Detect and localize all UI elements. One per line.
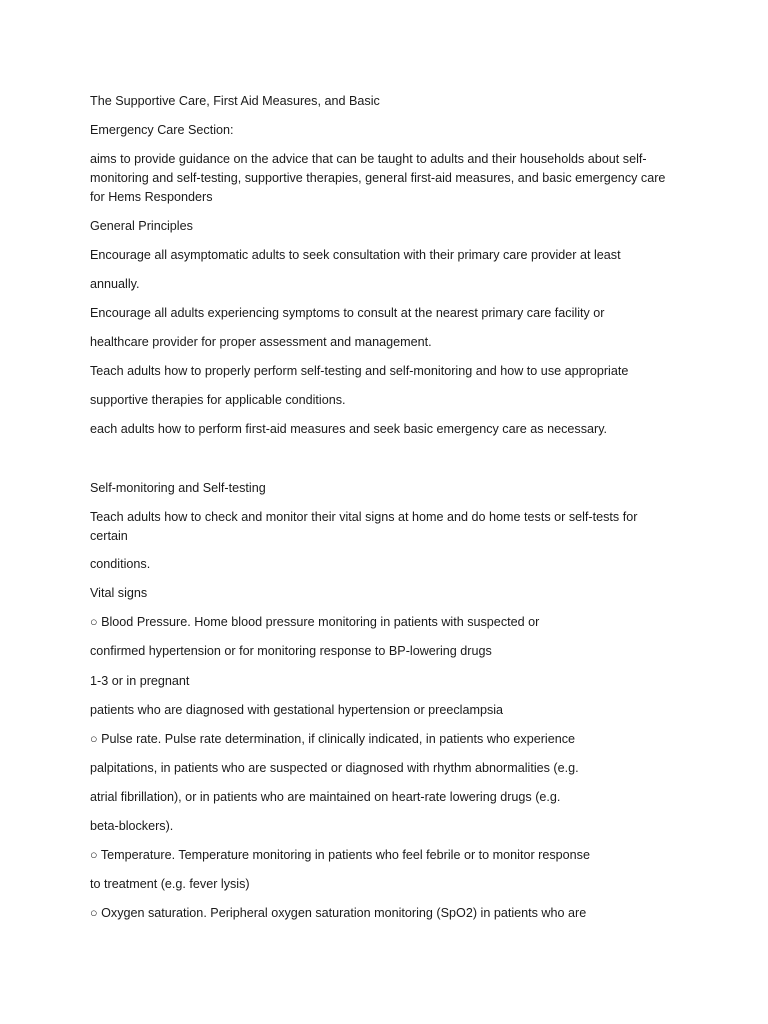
vital-line: 1-3 or in pregnant — [90, 674, 190, 688]
self-monitoring-cont: conditions. — [90, 557, 151, 571]
vital-line: ○ Oxygen saturation. Peripheral oxygen saturation monitoring (SpO2) in patients who are — [90, 906, 587, 920]
vital-line: to treatment (e.g. fever lysis) — [90, 877, 250, 891]
principle-line: Encourage all asymptomatic adults to seek consultation with their primary care provider at least — [90, 248, 621, 262]
principle-line: Teach adults how to properly perform self-testing and self-monitoring and how to use appropriate — [90, 364, 629, 378]
vital-line: beta-blockers). — [90, 819, 174, 833]
principle-line: supportive therapies for applicable conditions. — [90, 393, 346, 407]
intro-paragraph: aims to provide guidance on the advice that can be taught to adults and their households about self-monitoring and self-testing, supportive therapies, general first-aid measures, and basic emergency care for Hems Responders — [90, 152, 666, 204]
vital-line: ○ Pulse rate. Pulse rate determination, if clinically indicated, in patients who experience — [90, 732, 576, 746]
principle-line: each adults how to perform first-aid measures and seek basic emergency care as necessary. — [90, 422, 608, 436]
vital-line: patients who are diagnosed with gestational hypertension or preeclampsia — [90, 703, 504, 717]
self-monitoring-heading: Self-monitoring and Self-testing — [90, 481, 266, 495]
vital-line: ○ Blood Pressure. Home blood pressure monitoring in patients with suspected or — [90, 615, 540, 629]
vital-signs-heading: Vital signs — [90, 586, 148, 600]
vital-line: ○ Temperature. Temperature monitoring in patients who feel febrile or to monitor response — [90, 848, 590, 862]
vital-line: confirmed hypertension or for monitoring response to BP-lowering drugs — [90, 644, 492, 658]
vital-line: atrial fibrillation), or in patients who are maintained on heart-rate lowering drugs (e.g. — [90, 790, 561, 804]
self-monitoring-intro: Teach adults how to check and monitor their vital signs at home and do home tests or self-tests for certain — [90, 510, 638, 543]
vital-line: palpitations, in patients who are suspected or diagnosed with rhythm abnormalities (e.g. — [90, 761, 579, 775]
title-line-1: The Supportive Care, First Aid Measures, and Basic — [90, 94, 380, 108]
title-line-2: Emergency Care Section: — [90, 123, 234, 137]
principle-line: annually. — [90, 277, 140, 291]
principle-line: Encourage all adults experiencing symptoms to consult at the nearest primary care facility or — [90, 306, 605, 320]
general-principles-heading: General Principles — [90, 219, 193, 233]
principle-line: healthcare provider for proper assessment and management. — [90, 335, 432, 349]
